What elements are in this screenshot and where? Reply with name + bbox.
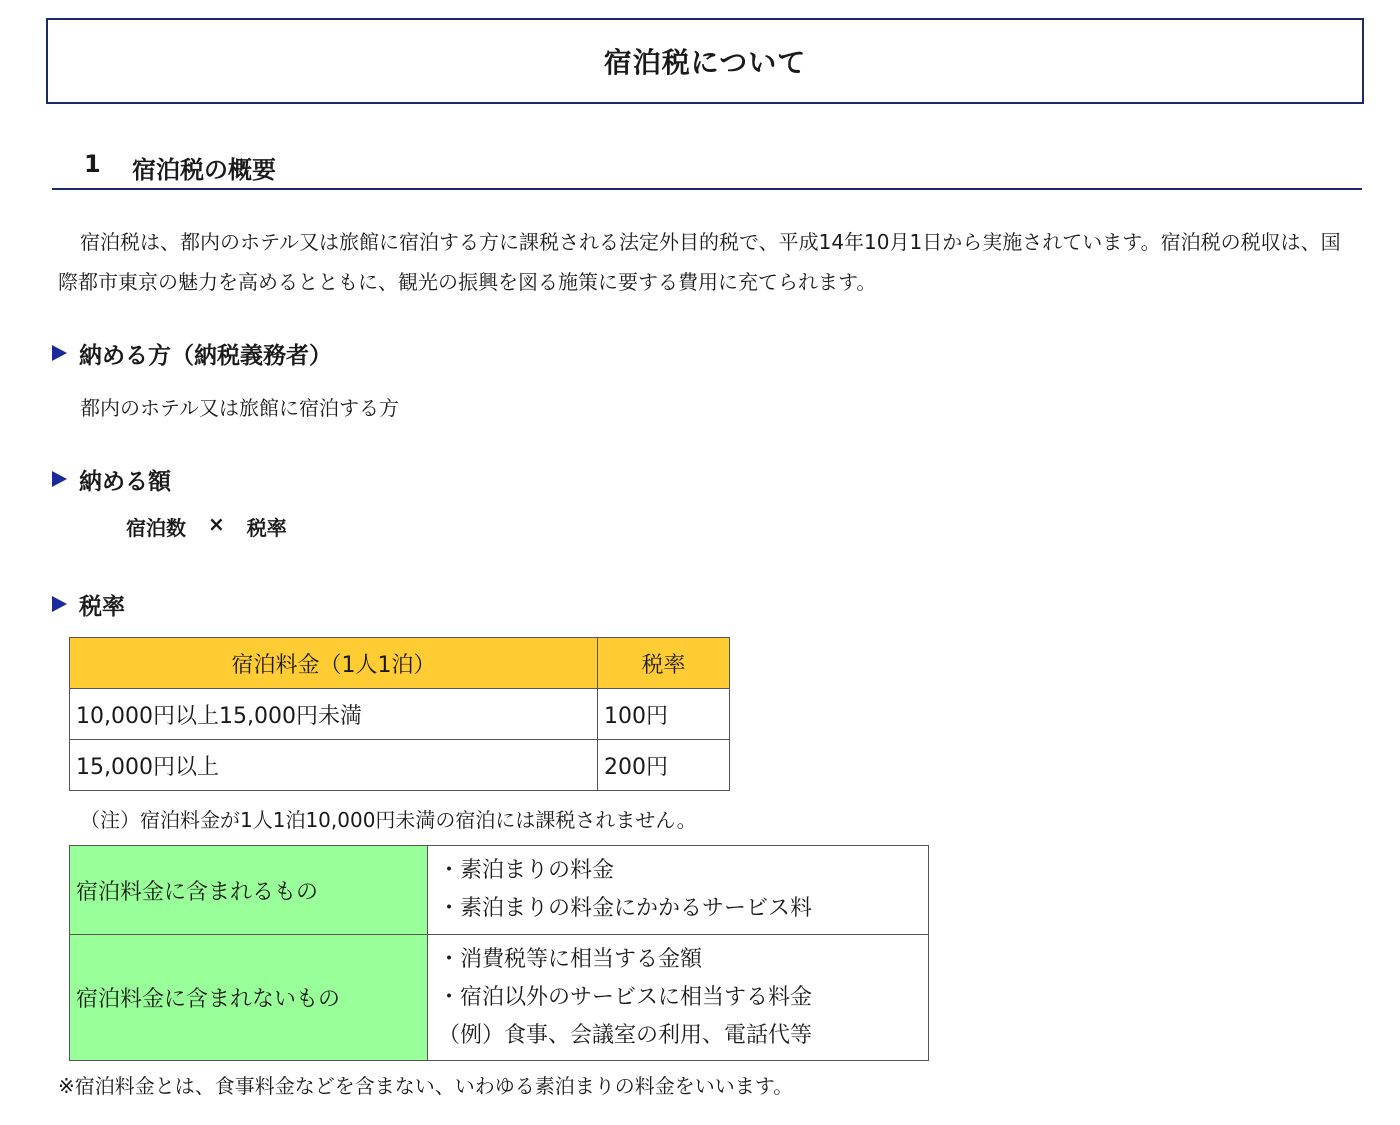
table-row [70, 740, 730, 791]
table-cell: 200円 [598, 740, 730, 791]
formula-operator: × [208, 512, 225, 536]
taxpayer-heading [52, 336, 332, 370]
list-item: ・素泊まりの料金 [438, 858, 615, 883]
triangle-bullet-icon [52, 345, 67, 361]
section-title: 宿泊税の概要 [132, 156, 276, 184]
amount-heading [52, 462, 171, 496]
header-cell-rate: 税率 [598, 638, 730, 689]
rate-note: （注）宿泊料金が1人1泊10,000円未満の宿泊には課税されません。 [80, 808, 697, 832]
taxpayer-text: 都内のホテル又は旅館に宿泊する方 [80, 396, 399, 420]
formula-term-rate: 税率 [246, 516, 287, 540]
list-item: ・消費税等に相当する金額 [438, 946, 703, 972]
formula-term-nights: 宿泊数 [126, 516, 186, 540]
included-items [428, 846, 929, 935]
tax-rate-table [69, 637, 730, 791]
table-header-row [70, 638, 730, 689]
footnote: ※宿泊料金とは、食事料金などを含まない、いわゆる素泊まりの料金をいいます。 [58, 1074, 794, 1098]
table-cell: 100円 [598, 689, 730, 740]
rate-heading [52, 587, 125, 621]
list-item: （例）食事、会議室の利用、電話代等 [438, 1022, 813, 1048]
amount-formula [126, 512, 287, 541]
table-cell: 10,000円以上15,000円未満 [70, 689, 598, 740]
page-title: 宿泊税について [46, 18, 1364, 104]
included-label: 宿泊料金に含まれるもの [70, 846, 428, 935]
excluded-label: 宿泊料金に含まれないもの [70, 935, 428, 1061]
excluded-items [428, 935, 929, 1061]
header-cell-price: 宿泊料金（1人1泊） [70, 638, 598, 689]
triangle-bullet-icon [52, 596, 67, 612]
triangle-bullet-icon [52, 471, 67, 487]
table-row [70, 689, 730, 740]
overview-paragraph: 宿泊税は、都内のホテル又は旅館に宿泊する方に課税される法定外目的税で、平成14年10月1日から実施されています。宿泊税の税収は、国際都市東京の魅力を高めるとともに、観光の振興を図る施策に要する費用に充てられます。 [58, 230, 1341, 294]
table-row [70, 935, 929, 1061]
table-row [70, 846, 929, 935]
list-item: ・宿泊以外のサービスに相当する料金 [438, 984, 813, 1010]
taxpayer-heading-text: 納める方（納税義務者） [79, 342, 332, 369]
section-heading [52, 142, 1362, 190]
inclusion-table [69, 845, 929, 1061]
amount-heading-text: 納める額 [79, 468, 171, 495]
list-item: ・素泊まりの料金にかかるサービス料 [438, 896, 813, 921]
table-cell: 15,000円以上 [70, 740, 598, 791]
rate-heading-text: 税率 [79, 593, 125, 620]
section-number: 1 [84, 150, 101, 178]
